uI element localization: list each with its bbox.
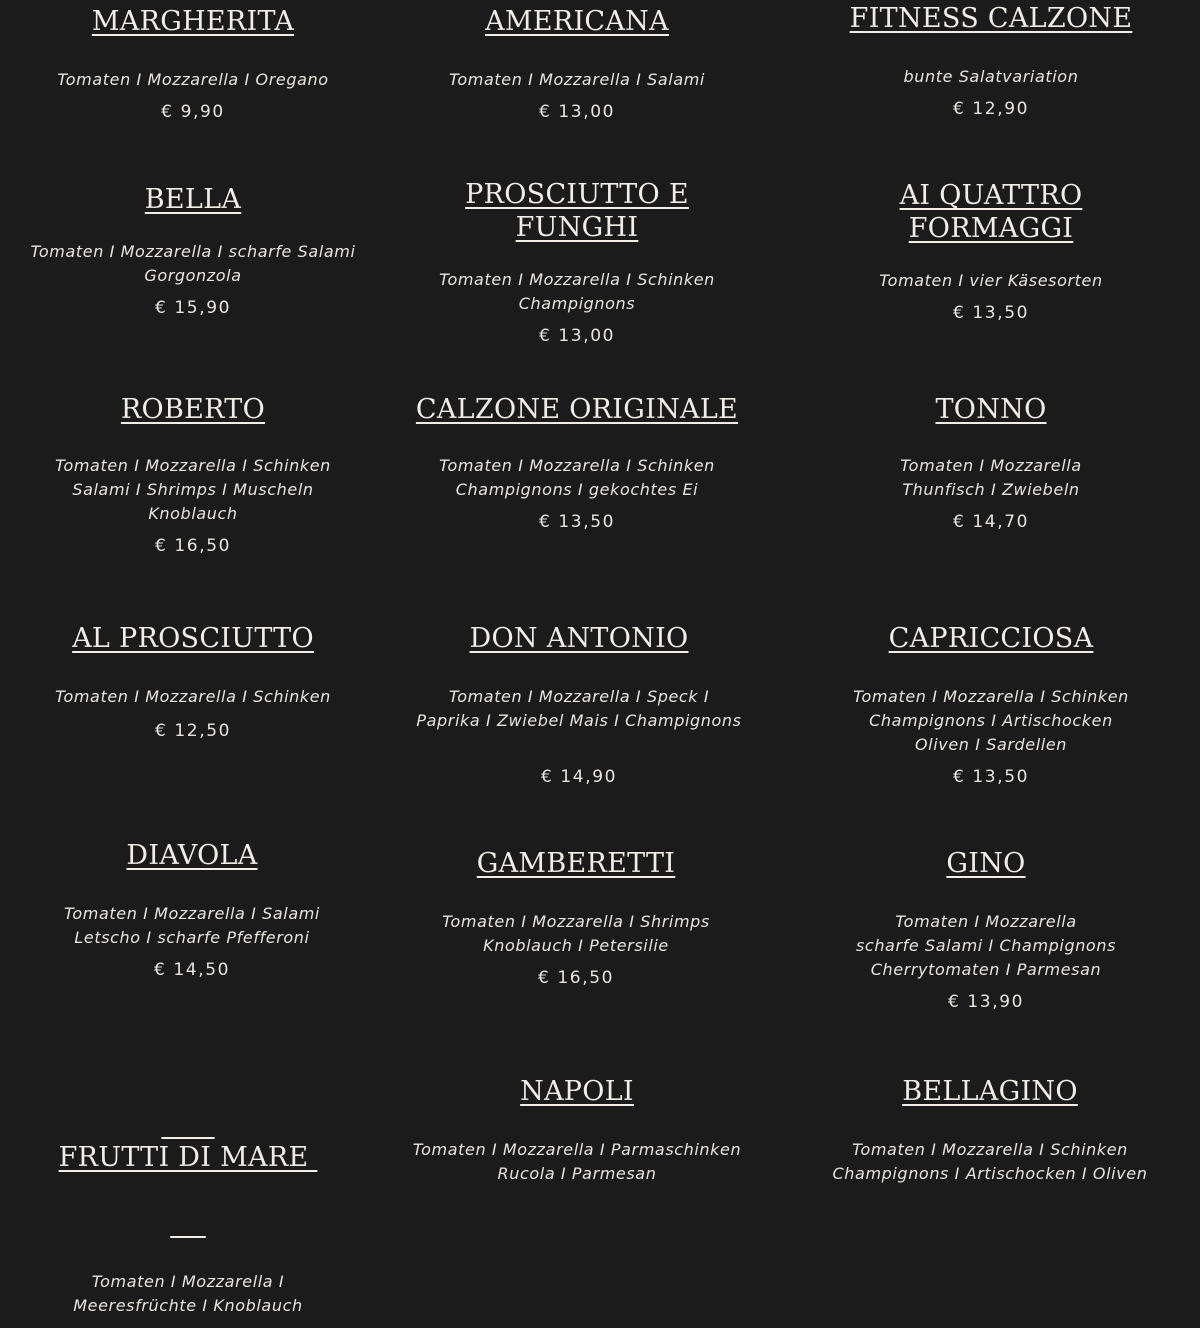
item-name (449, 5, 705, 38)
item-description (850, 65, 1133, 89)
item-description-line: Tomaten I Mozzarella I Parmaschinken (412, 1140, 742, 1159)
item-name-line: MARGHERITA (91, 6, 295, 37)
item-name-line: NAPOLI (520, 1076, 634, 1107)
item-description-line: Tomaten I Mozzarella I Schinken (55, 687, 331, 706)
item-description-line: Meeresfrüchte I Knoblauch (73, 1296, 303, 1315)
item-description (413, 1138, 741, 1186)
item-name-line: BELLAGINO (902, 1076, 1078, 1107)
item-price: € 9,90 (161, 102, 225, 122)
item-price: € 13,50 (952, 767, 1030, 787)
item-description-line: Tomaten I Mozzarella (900, 456, 1082, 475)
item-description (442, 910, 710, 958)
item-name-line: GINO (946, 848, 1026, 879)
item-name (413, 1075, 741, 1108)
item-name-line: AI QUATTRO (899, 180, 1083, 211)
item-description (900, 454, 1081, 502)
item-price: € 16,50 (537, 968, 615, 988)
item-price: € 13,90 (947, 992, 1025, 1012)
item-description-line: Tomaten I Mozzarella I Salami (64, 904, 320, 923)
item-description-line: Tomaten I Mozzarella I Schinken (55, 456, 331, 475)
menu-item (833, 1075, 1148, 1196)
item-description (55, 685, 331, 709)
menu-item (55, 622, 331, 741)
item-description-line: Paprika I Zwiebel Mais I Champignons (416, 711, 742, 730)
menu-item (442, 847, 710, 988)
item-description-line: Tomaten I Mozzarella I Shrimps (442, 912, 710, 931)
item-description (856, 910, 1116, 982)
menu-item (59, 1075, 318, 1328)
item-name (879, 179, 1102, 245)
menu-item (879, 179, 1102, 323)
item-description-line: Tomaten I Mozzarella I Salami (449, 70, 705, 89)
item-description (31, 240, 356, 288)
item-description-line: Tomaten I Mozzarella I Schinken (439, 456, 715, 475)
item-name (59, 1075, 318, 1240)
menu-item (55, 393, 331, 556)
item-price: € 13,00 (538, 102, 616, 122)
menu-item (439, 178, 715, 346)
item-description-line: Tomaten I Mozzarella I Schinken (852, 1140, 1128, 1159)
menu-item (449, 5, 705, 122)
item-description-line: Tomaten I Mozzarella (895, 912, 1077, 931)
item-description-line: Gorgonzola (144, 266, 242, 285)
item-description-line: Champignons I Artischocken I Oliven (832, 1164, 1148, 1183)
menu-item (31, 183, 356, 318)
item-description-line: Thunfisch I Zwiebeln (902, 480, 1080, 499)
item-name (900, 393, 1081, 426)
item-price: € 16,50 (154, 536, 232, 556)
item-price: € 14,70 (952, 512, 1030, 532)
item-name-line: GAMBERETTI (476, 848, 676, 879)
item-name (833, 1075, 1148, 1108)
item-name-line: DON ANTONIO (469, 623, 689, 654)
item-description (449, 68, 705, 92)
item-description (416, 685, 741, 733)
item-name (439, 178, 715, 244)
item-price: € 14,50 (153, 960, 231, 980)
item-name (416, 393, 738, 426)
item-name-line: DIAVOLA (126, 840, 258, 871)
item-description-line: Tomaten I Mozzarella I Schinken (853, 687, 1129, 706)
menu-item (900, 393, 1081, 532)
menu-item (57, 5, 328, 122)
item-name-line: BELLA (144, 184, 242, 215)
item-name-line: CAPRICCIOSA (888, 623, 1094, 654)
item-name (55, 622, 331, 655)
item-description-line: Tomaten I Mozzarella I (91, 1272, 285, 1291)
item-name-line: PROSCIUTTO E (465, 179, 689, 210)
item-price: € 13,50 (952, 303, 1030, 323)
item-name-line: FRUTTI DI MARE (58, 1142, 318, 1173)
item-description-line: Tomaten I vier Käsesorten (879, 271, 1103, 290)
item-name (850, 2, 1133, 35)
item-price: € 14,90 (540, 767, 618, 787)
item-name (442, 847, 710, 880)
menu-item (64, 839, 320, 980)
item-description-line: Oliven I Sardellen (914, 735, 1068, 754)
item-description-line: Knoblauch (148, 504, 238, 523)
item-name-line: FITNESS CALZONE (849, 3, 1133, 34)
item-name-line: TONNO (935, 394, 1047, 425)
item-description (64, 902, 320, 950)
item-price: € 13,00 (538, 326, 616, 346)
item-description-line: bunte Salatvariation (903, 67, 1079, 86)
item-description (59, 1270, 318, 1318)
item-name-line: FORMAGGI (908, 213, 1074, 244)
item-description-line: Cherrytomaten I Parmesan (870, 960, 1102, 979)
item-description-line: Tomaten I Mozzarella I scharfe Salami (30, 242, 356, 261)
item-description (57, 68, 328, 92)
item-description (853, 685, 1129, 757)
item-price: € 12,50 (154, 721, 232, 741)
item-name-line: CALZONE ORIGINALE (415, 394, 739, 425)
item-name (55, 393, 331, 426)
item-description-line: Champignons (518, 294, 636, 313)
item-price: € 12,90 (952, 99, 1030, 119)
item-description-line: scharfe Salami I Champignons (855, 936, 1117, 955)
item-price: € 13,50 (538, 512, 616, 532)
menu-item (416, 622, 741, 787)
item-description (879, 269, 1102, 293)
item-name-line: ROBERTO (120, 394, 266, 425)
item-name-line: AL PROSCIUTTO (72, 623, 314, 654)
item-name (416, 622, 741, 655)
item-name-line: AMERICANA (485, 6, 669, 37)
item-description-line: Rucola I Parmesan (497, 1164, 657, 1183)
item-description (439, 268, 715, 316)
menu-item (856, 847, 1116, 1012)
item-description-line: Tomaten I Mozzarella I Schinken (439, 270, 715, 289)
menu-item (853, 622, 1129, 787)
item-description-line: Letscho I scharfe Pfefferoni (74, 928, 310, 947)
item-description-line: Knoblauch I Petersilie (483, 936, 669, 955)
item-name (64, 839, 320, 872)
item-description-line: Champignons I Artischocken (869, 711, 1113, 730)
item-name (57, 5, 328, 38)
item-description-line: Champignons I gekochtes Ei (455, 480, 699, 499)
item-description-line: Tomaten I Mozzarella I Oregano (57, 70, 329, 89)
item-description-line: Tomaten I Mozzarella I Speck I (448, 687, 710, 706)
menu-item (416, 393, 738, 532)
item-name (853, 622, 1129, 655)
item-name (856, 847, 1116, 880)
item-description (55, 454, 331, 526)
item-description (416, 454, 738, 502)
item-price: € 15,90 (154, 298, 232, 318)
item-description (833, 1138, 1148, 1186)
item-description-line: Salami I Shrimps I Muscheln (72, 480, 314, 499)
menu-item (413, 1075, 741, 1196)
item-name (31, 183, 356, 216)
item-name-line: FUNGHI (515, 212, 639, 243)
menu-item (850, 2, 1133, 119)
